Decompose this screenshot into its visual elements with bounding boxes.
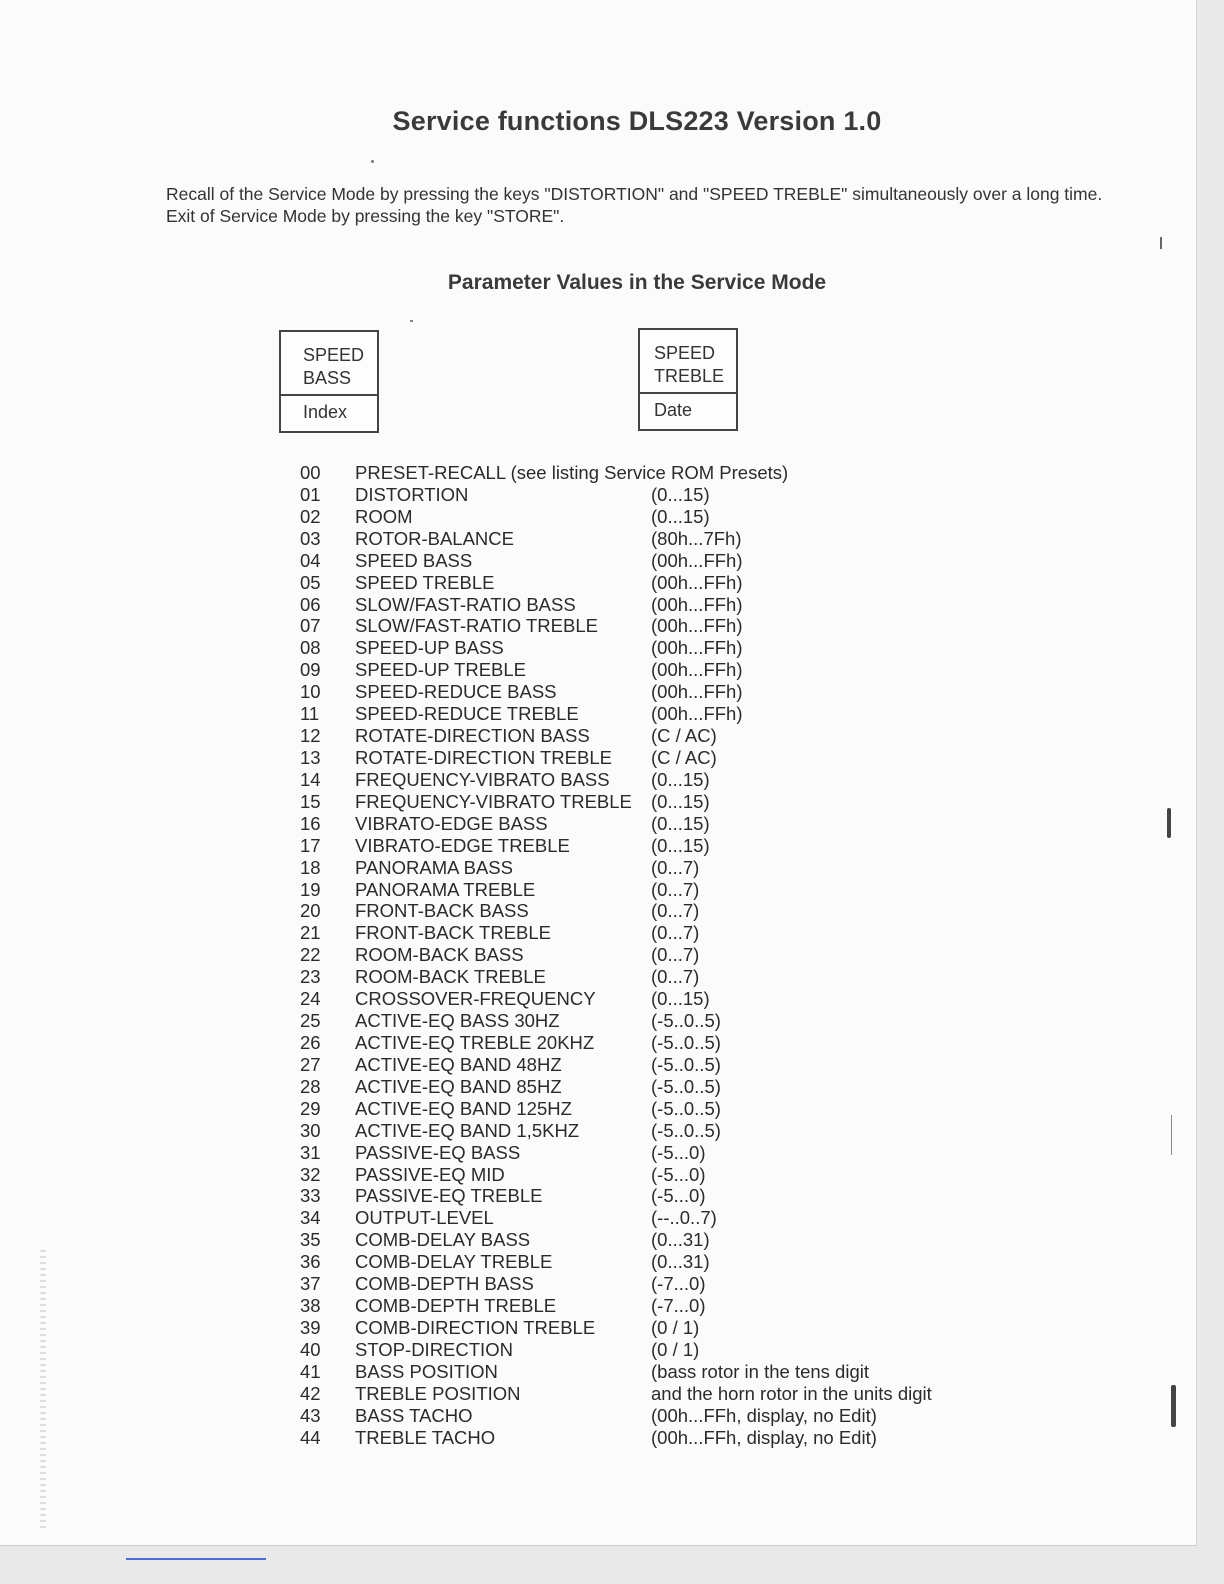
parameter-range: (0...31) bbox=[651, 1229, 710, 1251]
parameter-range: (00h...FFh) bbox=[651, 637, 743, 659]
parameter-index: 38 bbox=[300, 1295, 321, 1317]
parameter-name: STOP-DIRECTION bbox=[355, 1338, 513, 1360]
parameter-name: PASSIVE-EQ BASS bbox=[355, 1141, 521, 1163]
parameter-index: 12 bbox=[300, 725, 321, 747]
parameter-range: (00h...FFh) bbox=[651, 571, 743, 593]
parameter-range: (C / AC) bbox=[651, 746, 717, 768]
parameter-name: ROOM bbox=[355, 505, 413, 527]
parameter-name: BASS TACHO bbox=[355, 1404, 473, 1426]
parameter-name: ROOM-BACK BASS bbox=[355, 944, 524, 966]
scan-mark bbox=[1171, 1115, 1172, 1155]
parameter-index: 26 bbox=[300, 1031, 321, 1053]
speed-treble-date-label: Date bbox=[654, 400, 693, 420]
parameter-name: SPEED-UP TREBLE bbox=[355, 659, 527, 681]
parameter-name: SPEED-REDUCE TREBLE bbox=[355, 703, 579, 725]
parameter-name: SPEED TREBLE bbox=[355, 571, 495, 593]
parameter-index: 11 bbox=[300, 703, 320, 725]
parameter-index: 03 bbox=[300, 527, 321, 549]
parameter-index: 39 bbox=[300, 1316, 321, 1338]
parameter-index: 05 bbox=[300, 571, 321, 593]
parameter-name: FREQUENCY-VIBRATO TREBLE bbox=[355, 790, 632, 812]
parameter-name: PRESET-RECALL (see listing Service ROM Presets) bbox=[355, 462, 789, 483]
parameter-name: SPEED-UP BASS bbox=[355, 637, 504, 659]
parameter-range: (-5..0..5) bbox=[651, 1010, 721, 1032]
parameter-range: (00h...FFh) bbox=[651, 681, 743, 703]
parameter-name: ACTIVE-EQ BAND 85HZ bbox=[355, 1075, 562, 1097]
parameter-index: 14 bbox=[300, 768, 321, 790]
parameter-name: ACTIVE-EQ BAND 48HZ bbox=[355, 1053, 562, 1075]
parameter-range: (-5..0..5) bbox=[651, 1053, 721, 1075]
speed-bass-index-label: Index bbox=[303, 402, 348, 422]
speed-bass-label bbox=[281, 332, 377, 396]
parameter-index: 10 bbox=[300, 681, 321, 703]
parameter-name: BASS POSITION bbox=[355, 1360, 498, 1382]
parameter-name: SPEED-REDUCE BASS bbox=[355, 681, 557, 703]
parameter-range: (0...7) bbox=[651, 878, 700, 900]
section-subtitle: Parameter Values in the Service Mode bbox=[447, 271, 827, 294]
parameter-range: (-5...0) bbox=[651, 1141, 706, 1163]
parameter-name: PASSIVE-EQ TREBLE bbox=[355, 1185, 543, 1207]
parameter-range: (00h...FFh) bbox=[651, 703, 743, 725]
scan-mark bbox=[1167, 808, 1171, 838]
scan-mark bbox=[410, 320, 413, 322]
parameter-name: ACTIVE-EQ BAND 1,5KHZ bbox=[355, 1119, 580, 1141]
speed-treble-box bbox=[638, 328, 738, 431]
intro-paragraph: Recall of the Service Mode by pressing the keys "DISTORTION" and "SPEED TREBLE" simultaneously over a long time. Exit of Service Mode by pressing the key "STORE". bbox=[166, 184, 1103, 226]
parameter-range: (bass rotor in the tens digit bbox=[651, 1360, 869, 1382]
parameter-index: 31 bbox=[300, 1141, 321, 1163]
parameter-index: 32 bbox=[300, 1163, 321, 1185]
parameter-index: 42 bbox=[300, 1382, 321, 1404]
parameter-index: 35 bbox=[300, 1229, 321, 1251]
parameter-range: (-5...0) bbox=[651, 1163, 706, 1185]
parameter-range: (0...15) bbox=[651, 768, 710, 790]
parameter-name: CROSSOVER-FREQUENCY bbox=[355, 988, 596, 1010]
parameter-index: 01 bbox=[300, 483, 321, 505]
parameter-index: 34 bbox=[300, 1207, 321, 1229]
parameter-name: FRONT-BACK BASS bbox=[355, 900, 529, 922]
parameter-range: and the horn rotor in the units digit bbox=[651, 1382, 932, 1404]
parameter-range: (00h...FFh) bbox=[651, 593, 743, 615]
parameter-range: (80h...7Fh) bbox=[651, 527, 742, 549]
scan-edge-artifact bbox=[40, 1250, 46, 1530]
parameter-range: (-7...0) bbox=[651, 1295, 706, 1317]
parameter-name: PANORAMA TREBLE bbox=[355, 878, 536, 900]
parameter-name: COMB-DEPTH BASS bbox=[355, 1273, 534, 1295]
parameter-name: TREBLE POSITION bbox=[355, 1382, 521, 1404]
parameter-range: (--..0..7) bbox=[651, 1207, 717, 1229]
parameter-index: 08 bbox=[300, 637, 321, 659]
speed-treble-label bbox=[640, 330, 736, 394]
parameter-name: ACTIVE-EQ BASS 30HZ bbox=[355, 1010, 560, 1032]
parameter-index: 17 bbox=[300, 834, 321, 856]
speck bbox=[371, 160, 374, 163]
parameter-index: 16 bbox=[300, 812, 321, 834]
parameter-range: (-5...0) bbox=[651, 1185, 706, 1207]
parameter-range: (0...7) bbox=[651, 966, 700, 988]
parameter-name: COMB-DELAY BASS bbox=[355, 1229, 531, 1251]
parameter-name: SLOW/FAST-RATIO BASS bbox=[355, 593, 576, 615]
parameter-index: 43 bbox=[300, 1404, 321, 1426]
parameter-range: (0...7) bbox=[651, 944, 700, 966]
parameter-index: 40 bbox=[300, 1338, 321, 1360]
parameter-range: (0...7) bbox=[651, 900, 700, 922]
parameter-range: (00h...FFh, display, no Edit) bbox=[651, 1426, 877, 1448]
parameter-index: 27 bbox=[300, 1053, 321, 1075]
parameter-index: 24 bbox=[300, 988, 321, 1010]
parameter-index: 00 bbox=[300, 462, 321, 483]
parameter-name: ACTIVE-EQ TREBLE 20KHZ bbox=[355, 1031, 595, 1053]
parameter-range: (00h...FFh) bbox=[651, 615, 743, 637]
parameter-index: 33 bbox=[300, 1185, 321, 1207]
parameter-range: (-5..0..5) bbox=[651, 1031, 721, 1053]
parameter-name: FREQUENCY-VIBRATO BASS bbox=[355, 768, 610, 790]
parameter-index: 25 bbox=[300, 1010, 321, 1032]
parameter-range: (0...7) bbox=[651, 856, 700, 878]
parameter-name: COMB-DIRECTION TREBLE bbox=[355, 1316, 596, 1338]
parameter-name: SPEED BASS bbox=[355, 549, 473, 571]
parameter-range: (0...31) bbox=[651, 1251, 710, 1273]
parameter-index: 06 bbox=[300, 593, 321, 615]
parameter-name: ROTATE-DIRECTION TREBLE bbox=[355, 746, 612, 768]
parameter-name: COMB-DEPTH TREBLE bbox=[355, 1295, 557, 1317]
parameter-range: (0...15) bbox=[651, 483, 710, 505]
parameter-range: (-5..0..5) bbox=[651, 1119, 721, 1141]
parameter-index: 09 bbox=[300, 659, 321, 681]
parameter-index: 13 bbox=[300, 746, 321, 768]
scan-underline-artifact bbox=[126, 1558, 266, 1560]
parameter-range: (-7...0) bbox=[651, 1273, 706, 1295]
parameter-index: 02 bbox=[300, 505, 321, 527]
parameter-range: (00h...FFh, display, no Edit) bbox=[651, 1404, 877, 1426]
parameter-name: FRONT-BACK TREBLE bbox=[355, 922, 552, 944]
parameter-index: 04 bbox=[300, 549, 321, 571]
parameter-index: 29 bbox=[300, 1097, 321, 1119]
parameter-name: ROTATE-DIRECTION BASS bbox=[355, 725, 590, 747]
scan-mark bbox=[1171, 1385, 1176, 1427]
parameter-name: ROOM-BACK TREBLE bbox=[355, 966, 546, 988]
parameter-name: ROTOR-BALANCE bbox=[355, 527, 514, 549]
parameter-name: VIBRATO-EDGE BASS bbox=[355, 812, 548, 834]
speed-bass-box bbox=[279, 330, 379, 433]
parameter-range: (C / AC) bbox=[651, 725, 717, 747]
parameter-index: 22 bbox=[300, 944, 321, 966]
speed-treble-line1: SPEED bbox=[654, 343, 716, 363]
speed-bass-line1: SPEED bbox=[303, 345, 365, 365]
parameter-index: 15 bbox=[300, 790, 321, 812]
parameter-range: (0...7) bbox=[651, 922, 700, 944]
parameter-range: (0 / 1) bbox=[651, 1316, 700, 1338]
parameter-name: PANORAMA BASS bbox=[355, 856, 513, 878]
parameter-range: (-5..0..5) bbox=[651, 1097, 721, 1119]
parameter-range: (0...15) bbox=[651, 834, 710, 856]
page-title: Service functions DLS223 Version 1.0 bbox=[392, 106, 882, 136]
parameter-index: 07 bbox=[300, 615, 321, 637]
parameter-name: DISTORTION bbox=[355, 483, 469, 505]
parameter-index: 23 bbox=[300, 966, 321, 988]
parameter-range: (0...15) bbox=[651, 988, 710, 1010]
parameter-index: 20 bbox=[300, 900, 321, 922]
parameter-range: (00h...FFh) bbox=[651, 549, 743, 571]
speed-bass-line2: BASS bbox=[303, 368, 352, 388]
parameter-index: 21 bbox=[300, 922, 321, 944]
parameter-range: (0...15) bbox=[651, 790, 710, 812]
parameter-index: 37 bbox=[300, 1273, 321, 1295]
speed-treble-line2: TREBLE bbox=[654, 366, 725, 386]
parameter-name: ACTIVE-EQ BAND 125HZ bbox=[355, 1097, 572, 1119]
parameter-name: SLOW/FAST-RATIO TREBLE bbox=[355, 615, 598, 637]
scan-mark bbox=[1160, 237, 1162, 249]
parameter-index: 30 bbox=[300, 1119, 321, 1141]
parameter-name: TREBLE TACHO bbox=[355, 1426, 496, 1448]
parameter-index: 19 bbox=[300, 878, 321, 900]
parameter-index: 18 bbox=[300, 856, 321, 878]
parameter-range: (0 / 1) bbox=[651, 1338, 700, 1360]
parameter-range: (-5..0..5) bbox=[651, 1075, 721, 1097]
parameter-index: 28 bbox=[300, 1075, 321, 1097]
parameter-name: COMB-DELAY TREBLE bbox=[355, 1251, 553, 1273]
parameter-range: (0...15) bbox=[651, 812, 710, 834]
parameter-name: PASSIVE-EQ MID bbox=[355, 1163, 505, 1185]
parameter-index: 41 bbox=[300, 1360, 321, 1382]
parameter-index: 44 bbox=[300, 1426, 321, 1448]
parameter-range: (0...15) bbox=[651, 505, 710, 527]
parameter-range: (00h...FFh) bbox=[651, 659, 743, 681]
parameter-name: OUTPUT-LEVEL bbox=[355, 1207, 494, 1229]
parameter-index: 36 bbox=[300, 1251, 321, 1273]
parameter-name: VIBRATO-EDGE TREBLE bbox=[355, 834, 570, 856]
